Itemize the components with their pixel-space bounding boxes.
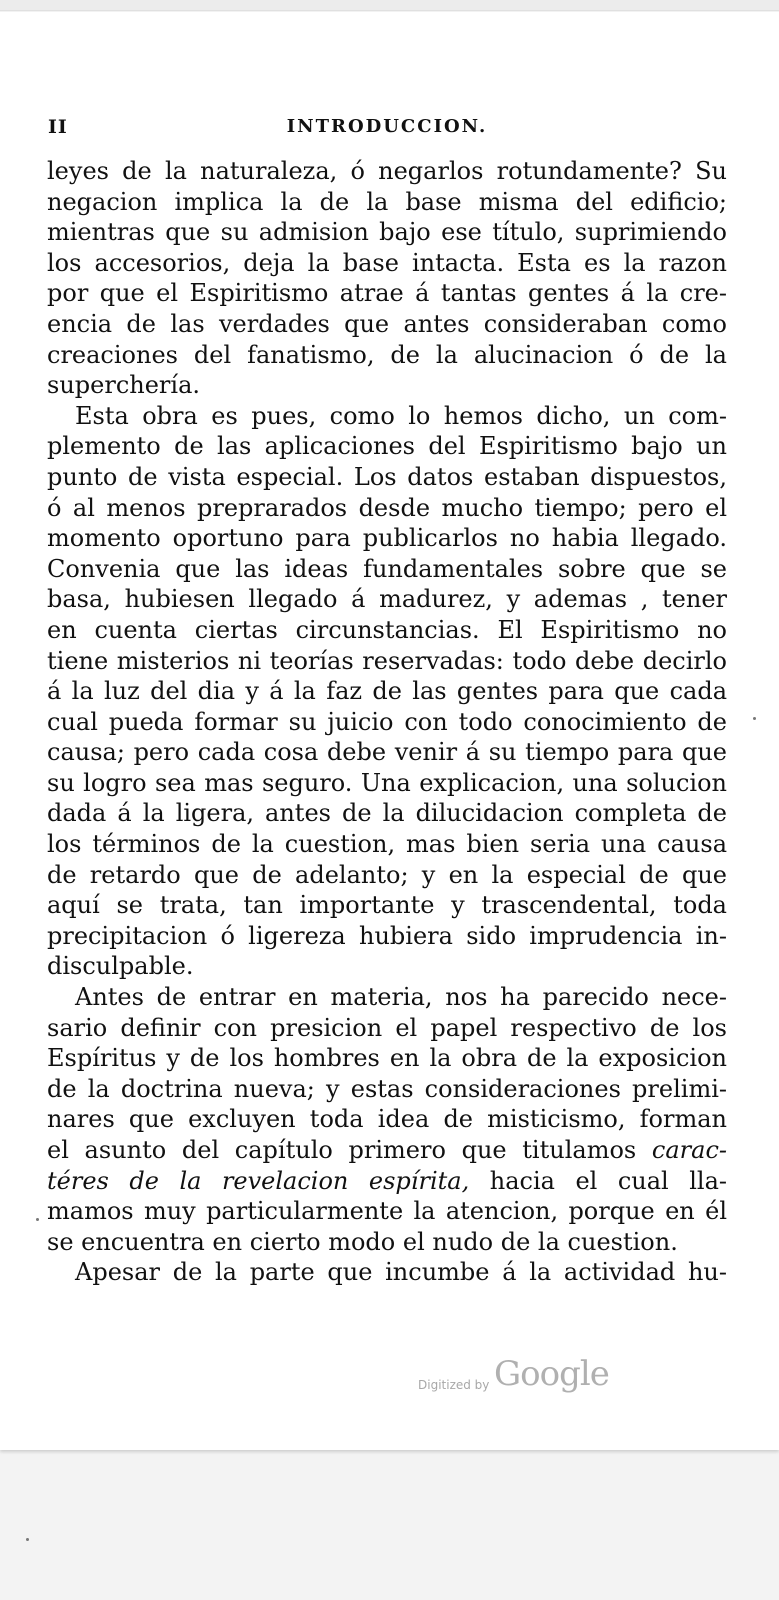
- text-line: momento oportuno para publicarlos no habia llegado.: [47, 524, 727, 553]
- text-line: su logro sea mas seguro. Una explicacion, una solucion: [47, 768, 727, 797]
- text-line: creaciones del fanatismo, de la alucinacion ó de la: [47, 340, 727, 369]
- text-line: de retardo que de adelanto; y en la especial de que: [47, 860, 727, 889]
- text-segment: hacia el cual lla-: [489, 1166, 727, 1195]
- text-line: tiene misterios ni teorías reservadas: todo debe decirlo: [47, 646, 727, 675]
- text-line: en cuenta ciertas circunstancias. El Espiritismo no: [47, 615, 727, 644]
- text-line: aquí se trata, tan importante y trascendental, toda: [47, 891, 727, 920]
- italic-title-part: carac-: [651, 1136, 727, 1164]
- text-line: negacion implica la de la base misma del edificio;: [47, 187, 727, 216]
- text-line: á la luz del dia y á la faz de las gentes para que cada: [47, 677, 727, 706]
- text-line: basa, hubiesen llegado á madurez, y ademas , tener: [47, 585, 727, 614]
- scan-speck: [26, 1538, 29, 1541]
- text-line-mixed: [47, 1135, 727, 1166]
- scanned-page: [0, 12, 779, 1450]
- viewer-top-bar: [0, 0, 779, 11]
- text-segment: el asunto del capítulo primero que titulamos: [47, 1136, 637, 1164]
- text-line: superchería.: [47, 371, 200, 400]
- text-line: plemento de las aplicaciones del Espiritismo bajo un: [47, 432, 727, 461]
- paragraph-start-line: Esta obra es pues, como lo hemos dicho, un com-: [75, 401, 727, 430]
- paragraph-start-line: Apesar de la parte que incumbe á la actividad hu-: [75, 1258, 727, 1287]
- page-header: [48, 116, 726, 146]
- text-line: sario definir con presicion el papel respectivo de los: [47, 1013, 727, 1042]
- google-logo: Google: [494, 1354, 609, 1394]
- text-line: cual pueda formar su juicio con todo conocimiento de: [47, 707, 727, 736]
- text-line-mixed: [47, 1166, 727, 1197]
- text-line: dada á la ligera, antes de la dilucidacion completa de: [47, 799, 727, 828]
- text-line: de la doctrina nueva; y estas consideraciones prelimi-: [47, 1074, 727, 1103]
- text-line: ó al menos preprarados desde mucho tiempo; pero el: [47, 493, 727, 522]
- text-line: por que el Espiritismo atrae á tantas gentes á la cre-: [47, 279, 727, 308]
- page-number: II: [48, 116, 68, 138]
- text-line: Espíritus y de los hombres en la obra de la exposicion: [47, 1044, 727, 1073]
- scan-speck: [753, 717, 756, 720]
- text-line: mamos muy particularmente la atencion, porque en él: [47, 1197, 727, 1226]
- paragraph-start-line: Antes de entrar en materia, nos ha parecido nece-: [75, 983, 727, 1012]
- text-line: leyes de la naturaleza, ó negarlos rotundamente? Su: [47, 157, 727, 185]
- text-line: mientras que su admision bajo ese título, suprimiendo: [47, 218, 727, 247]
- scan-speck: [36, 1218, 39, 1221]
- text-line: los accesorios, deja la base intacta. Esta es la razon: [47, 248, 727, 277]
- digitized-by-text: Digitized by: [418, 1378, 490, 1392]
- text-line: encia de las verdades que antes consideraban como: [47, 309, 727, 338]
- italic-title-part: téres de la revelacion espírita,: [47, 1166, 470, 1195]
- text-line: causa; pero cada cosa debe venir á su tiempo para que: [47, 738, 727, 767]
- text-line: precipitacion ó ligereza hubiera sido imprudencia in-: [47, 921, 727, 950]
- text-line: disculpable.: [47, 952, 194, 981]
- text-line: nares que excluyen toda idea de misticismo, forman: [47, 1105, 727, 1134]
- text-line: se encuentra en cierto modo el nudo de la cuestion.: [47, 1227, 678, 1256]
- text-line: Convenia que las ideas fundamentales sobre que se: [47, 554, 727, 583]
- text-line: punto de vista especial. Los datos estaban dispuestos,: [47, 462, 727, 491]
- running-title: INTRODUCCION.: [286, 116, 488, 137]
- text-line: los términos de la cuestion, mas bien seria una causa: [47, 830, 727, 859]
- body-text: [47, 156, 727, 1288]
